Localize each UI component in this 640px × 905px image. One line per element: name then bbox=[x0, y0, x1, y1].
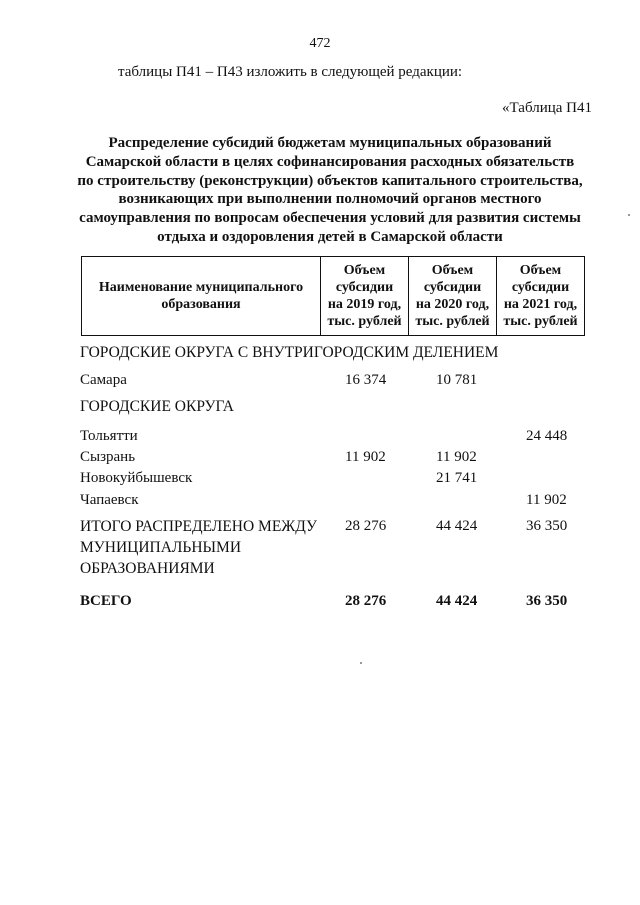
distributed-2019: 28 276 bbox=[345, 518, 387, 534]
row-name: Сызрань bbox=[80, 449, 136, 465]
row-2021: 24 448 bbox=[526, 428, 568, 444]
row-name: Самара bbox=[80, 372, 127, 388]
title-line: Распределение субсидий бюджетам муниципальных образований bbox=[108, 135, 552, 151]
total-2021: 36 350 bbox=[526, 593, 568, 609]
distributed-2020: 44 424 bbox=[436, 518, 478, 534]
title-line: по строительству (реконструкции) объектов капитального строительства, bbox=[77, 172, 583, 189]
page-number: 472 bbox=[309, 36, 331, 51]
section-heading-urban-districts: ГОРОДСКИЕ ОКРУГА bbox=[80, 398, 234, 415]
row-2021: 11 902 bbox=[526, 492, 567, 508]
distributed-2021: 36 350 bbox=[526, 518, 568, 534]
table-reference: «Таблица П41 bbox=[502, 100, 592, 116]
row-name: Тольятти bbox=[80, 428, 138, 444]
row-name: Новокуйбышевск bbox=[80, 470, 193, 486]
scan-speck bbox=[628, 214, 630, 216]
header-municipality: Наименование муниципального образования bbox=[82, 257, 321, 336]
total-label: ВСЕГО bbox=[80, 593, 132, 609]
title-line: самоуправления по вопросам обеспечения условий для развития системы bbox=[79, 210, 581, 227]
scan-speck bbox=[360, 662, 362, 664]
total-2020: 44 424 bbox=[436, 593, 478, 609]
header-2019: Объем субсидии на 2019 год, тыс. рублей bbox=[321, 257, 409, 336]
intro-text: таблицы П41 – П43 изложить в следующей редакции: bbox=[118, 64, 463, 80]
row-2020: 11 902 bbox=[436, 449, 477, 465]
title-line: отдыха и оздоровления детей в Самарской области bbox=[157, 228, 503, 245]
title-line: Самарской области в целях софинансирования расходных обязательств bbox=[85, 153, 575, 170]
table-header bbox=[81, 256, 585, 336]
distributed-label: ИТОГО РАСПРЕДЕЛЕНО МЕЖДУ МУНИЦИПАЛЬНЫМИ ОБРАЗОВАНИЯМИ bbox=[80, 518, 317, 577]
total-2019: 28 276 bbox=[345, 593, 387, 609]
row-2020: 21 741 bbox=[436, 470, 478, 486]
header-2021: Объем субсидии на 2021 год, тыс. рублей bbox=[497, 257, 585, 336]
header-2020: Объем субсидии на 2020 год, тыс. рублей bbox=[409, 257, 497, 336]
distributed-total-row bbox=[80, 516, 600, 580]
row-2019: 16 374 bbox=[345, 372, 387, 388]
table-title bbox=[60, 134, 600, 247]
row-2020: 10 781 bbox=[436, 372, 478, 388]
row-name: Чапаевск bbox=[80, 492, 139, 508]
title-line: возникающих при выполнении полномочий органов местного bbox=[118, 191, 542, 208]
row-2019: 11 902 bbox=[345, 449, 386, 465]
section-heading-urban-districts-with-division: ГОРОДСКИЕ ОКРУГА С ВНУТРИГОРОДСКИМ ДЕЛЕНИЕМ bbox=[80, 344, 499, 361]
